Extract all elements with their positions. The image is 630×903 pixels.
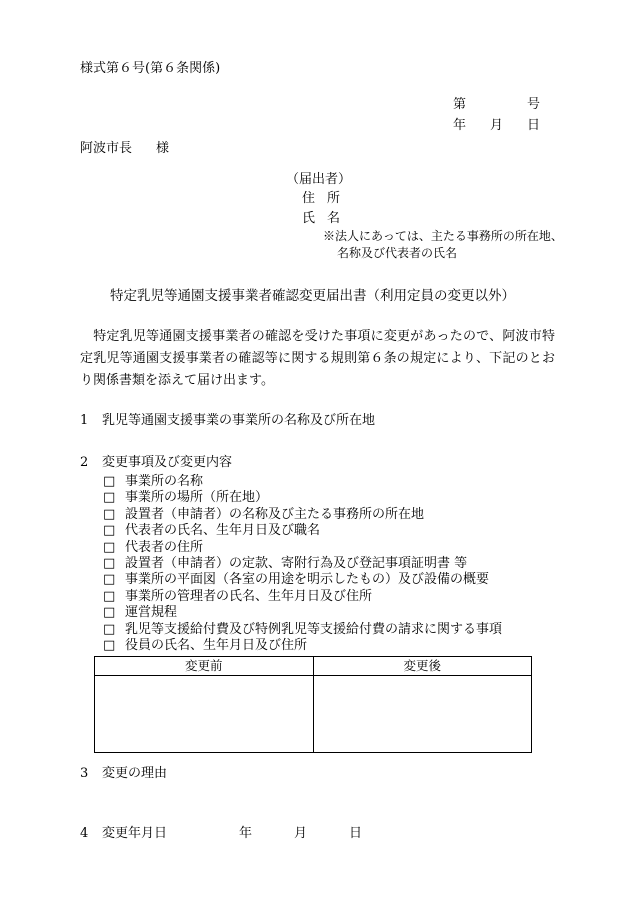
section-label: 変更年月日 bbox=[102, 826, 168, 841]
checkbox[interactable]: □ bbox=[103, 490, 116, 506]
applicant-address-label: 住 所 bbox=[302, 191, 341, 206]
table-cell-before[interactable] bbox=[95, 676, 314, 753]
checkbox[interactable]: □ bbox=[103, 572, 116, 588]
change-item: □ 事業所の平面図（各室の用途を明示したもの）及び設備の概要 bbox=[103, 572, 490, 588]
checkbox[interactable]: □ bbox=[103, 523, 116, 539]
section-number: 4 bbox=[80, 826, 89, 841]
table-header-before: 変更前 bbox=[95, 657, 314, 676]
section-label: 乳児等通園支援事業の事業所の名称及び所在地 bbox=[102, 413, 376, 428]
section-4 bbox=[80, 827, 362, 840]
form-number: 様式第６号(第６条関係) bbox=[80, 61, 221, 76]
section-label: 変更の理由 bbox=[102, 766, 168, 781]
checkbox[interactable]: □ bbox=[103, 539, 116, 555]
checkbox[interactable]: □ bbox=[103, 506, 116, 522]
applicant-note-line2: 名称及び代表者の氏名 bbox=[337, 246, 458, 260]
checkbox[interactable]: □ bbox=[103, 621, 116, 637]
date-year: 年 bbox=[453, 118, 467, 133]
change-item: □ 設置者（申請者）の定款、寄附行為及び登記事項証明書 等 bbox=[103, 555, 468, 571]
change-item: □ 設置者（申請者）の名称及び主たる事務所の所在地 bbox=[103, 506, 425, 522]
table-cell-after[interactable] bbox=[313, 676, 532, 753]
change-table bbox=[94, 656, 532, 753]
document-title: 特定乳児等通園支援事業者確認変更届出書（利用定員の変更以外） bbox=[110, 288, 515, 304]
addressee bbox=[80, 142, 169, 155]
change-item: □ 事業所の名称 bbox=[103, 474, 204, 489]
addressee-honorific: 様 bbox=[156, 141, 170, 156]
applicant-note-line1: ※法人にあっては、主たる事務所の所在地、 bbox=[323, 229, 563, 243]
change-date-year: 年 bbox=[239, 826, 253, 841]
section-number: 1 bbox=[80, 413, 89, 428]
number-dai: 第 bbox=[453, 97, 467, 112]
section-label: 変更事項及び変更内容 bbox=[102, 455, 233, 470]
date-day: 日 bbox=[527, 118, 541, 133]
change-item: □ 乳児等支援給付費及び特例乳児等支援給付費の請求に関する事項 bbox=[103, 621, 503, 637]
change-item: □ 代表者の住所 bbox=[103, 539, 204, 555]
date-month: 月 bbox=[490, 118, 504, 133]
addressee-name: 阿波市長 bbox=[80, 141, 133, 156]
section-number: 3 bbox=[80, 766, 89, 781]
body-paragraph: 特定乳児等通園支援事業者の確認を受けた事項に変更があったので、阿波市特定乳児等通園支援事業者の確認等に関する規則第６条の規定により、下記のとおり関係書類を添えて届け出ます。 bbox=[80, 329, 555, 388]
change-items-list bbox=[103, 474, 502, 654]
section-number: 2 bbox=[80, 455, 89, 470]
section-3 bbox=[80, 767, 167, 780]
applicant-label: （届出者） bbox=[286, 172, 352, 187]
applicant-name-label: 氏 名 bbox=[302, 211, 341, 226]
table-header-after: 変更後 bbox=[313, 657, 532, 676]
checkbox[interactable]: □ bbox=[103, 605, 116, 621]
change-item: □ 代表者の氏名、生年月日及び職名 bbox=[103, 523, 321, 539]
change-date-day: 日 bbox=[349, 826, 363, 841]
section-1 bbox=[80, 414, 375, 427]
change-item: □ 事業所の場所（所在地） bbox=[103, 490, 269, 506]
section-2 bbox=[80, 456, 232, 469]
checkbox[interactable]: □ bbox=[103, 588, 116, 604]
change-item: □ 事業所の管理者の氏名、生年月日及び住所 bbox=[103, 588, 373, 604]
change-date-month: 月 bbox=[294, 826, 308, 841]
change-item: □ 役員の氏名、生年月日及び住所 bbox=[103, 637, 308, 653]
number-go: 号 bbox=[527, 97, 541, 112]
checkbox[interactable]: □ bbox=[103, 555, 116, 571]
checkbox[interactable]: □ bbox=[103, 637, 116, 653]
change-item: □ 運営規程 bbox=[103, 605, 178, 621]
checkbox[interactable]: □ bbox=[103, 474, 116, 489]
